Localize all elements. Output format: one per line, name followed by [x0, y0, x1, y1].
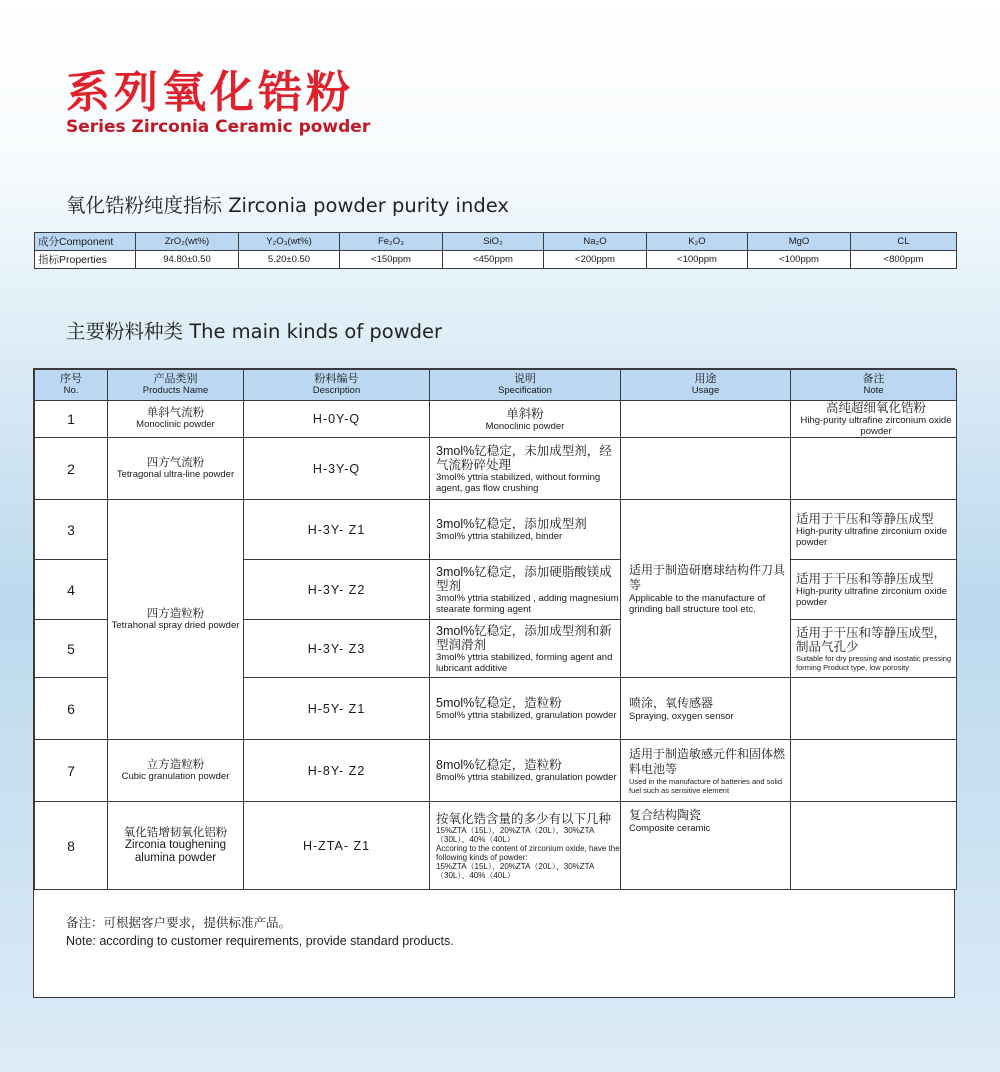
purity-row-label: 成分Component: [35, 233, 136, 251]
note: 适用于干压和等静压成型，制品气孔少 Suitable for dry pressing and isostatic pressing forming Product type, low porosity: [791, 620, 957, 678]
purity-value: <450ppm: [443, 251, 544, 269]
table-row: [35, 438, 957, 500]
powder-code: H-8Y- Z2: [244, 740, 430, 802]
purity-component: Na₂O: [544, 233, 647, 251]
usage: 复合结构陶瓷 Composite ceramic: [621, 802, 791, 890]
purity-row-label: 指标Properties: [35, 251, 136, 269]
specification: 3mol%钇稳定，添加成型剂 3mol% yttria stabilized, binder: [430, 500, 621, 560]
usage: [621, 438, 791, 500]
note: 适用于干压和等静压成型 High-purity ultrafine zirconium oxide powder: [791, 560, 957, 620]
purity-header-row: [35, 233, 957, 251]
note: [791, 438, 957, 500]
row-number: 2: [35, 438, 108, 500]
purity-component: ZrO₂(wt%): [136, 233, 239, 251]
header-note: 备注 Note: [791, 370, 957, 401]
note: [791, 802, 957, 890]
specification: 按氧化锆含量的多少有以下几种 15%ZTA（15L）、20%ZTA（20L）、30%ZTA（30L）、40%（40L） Accoring to the content of zirconium oxide, have the following kinds of powder: 15%ZTA（15L）、20%ZTA（20L）、30%ZTA（30L）、40%（40L）: [430, 802, 621, 890]
row-number: 1: [35, 401, 108, 438]
powder-code: H-5Y- Z1: [244, 678, 430, 740]
kinds-table: [34, 369, 957, 890]
purity-component: Fe₂O₃: [340, 233, 443, 251]
purity-value: <800ppm: [851, 251, 957, 269]
specification: 3mol%钇稳定，未加成型剂，经气流粉碎处理 3mol% yttria stabilized, without forming agent, gas flow crushing: [430, 438, 621, 500]
purity-value-row: [35, 251, 957, 269]
purity-value: 94.80±0.50: [136, 251, 239, 269]
purity-component: CL: [851, 233, 957, 251]
purity-value: <100ppm: [748, 251, 851, 269]
purity-section-title: 氧化锆粉纯度指标 Zirconia powder purity index: [66, 194, 509, 217]
powder-code: H-3Y-Q: [244, 438, 430, 500]
usage: 适用于制造研磨球结构件刀具等 Applicable to the manufacture of grinding ball structure tool etc.: [621, 500, 791, 678]
header-code: 粉料编号 Description: [244, 370, 430, 401]
purity-value: <150ppm: [340, 251, 443, 269]
specification: 3mol%钇稳定，添加成型剂和新型润滑剂 3mol% yttria stabilized, forming agent and lubricant additive: [430, 620, 621, 678]
footnote-en: Note: according to customer requirements, provide standard products.: [66, 934, 454, 948]
header-usage: 用途 Usage: [621, 370, 791, 401]
table-row: [35, 802, 957, 890]
specification: 3mol%钇稳定，添加硬脂酸镁成型剂 3mol% yttria stabilized , adding magnesium stearate forming agent: [430, 560, 621, 620]
product-name: 四方气流粉 Tetragonal ultra-line powder: [108, 438, 244, 500]
row-number: 3: [35, 500, 108, 560]
table-row: [35, 401, 957, 438]
product-name: 四方造粒粉 Tetrahonal spray dried powder: [108, 500, 244, 740]
purity-component: SiO₂: [443, 233, 544, 251]
row-number: 6: [35, 678, 108, 740]
specification: 单斜粉 Monoclinic powder: [430, 401, 621, 438]
product-name: 氧化锆增韧氧化铝粉 Zirconia toughening alumina powder: [108, 802, 244, 890]
page-title: 系列氧化锆粉: [66, 67, 354, 118]
table-row: [35, 740, 957, 802]
footnote-cn: 备注：可根据客户要求，提供标准产品。: [66, 915, 292, 930]
purity-value: 5.20±0.50: [239, 251, 340, 269]
usage: 喷涂，氧传感器 Spraying, oxygen sensor: [621, 678, 791, 740]
header-spec: 说明 Specification: [430, 370, 621, 401]
header-name: 产品类别 Products Name: [108, 370, 244, 401]
purity-component: Y₂O₃(wt%): [239, 233, 340, 251]
row-number: 4: [35, 560, 108, 620]
powder-code: H-ZTA- Z1: [244, 802, 430, 890]
purity-table: [34, 232, 957, 269]
product-name: 立方造粒粉 Cubic granulation powder: [108, 740, 244, 802]
usage: [621, 401, 791, 438]
kinds-section-title: 主要粉料种类 The main kinds of powder: [66, 320, 443, 343]
purity-component: K₂O: [647, 233, 748, 251]
note: [791, 678, 957, 740]
purity-value: <100ppm: [647, 251, 748, 269]
powder-code: H-3Y- Z2: [244, 560, 430, 620]
page-subtitle: Series Zirconia Ceramic powder: [66, 117, 371, 137]
row-number: 7: [35, 740, 108, 802]
note: [791, 740, 957, 802]
usage: 适用于制造敏感元件和固体燃料电池等 Used in the manufacture of batteries and solid fuel such as sensitive element: [621, 740, 791, 802]
product-name: 单斜气流粉 Monoclinic powder: [108, 401, 244, 438]
purity-component: MgO: [748, 233, 851, 251]
row-number: 5: [35, 620, 108, 678]
row-number: 8: [35, 802, 108, 890]
purity-value: <200ppm: [544, 251, 647, 269]
table-row: [35, 500, 957, 560]
kinds-header-row: [35, 370, 957, 401]
powder-code: H-0Y-Q: [244, 401, 430, 438]
specification: 8mol%钇稳定，造粒粉 8mol% yttria stabilized, granulation powder: [430, 740, 621, 802]
note: 高纯超细氧化锆粉 Hihg-purity ultrafine zirconium oxide powder: [791, 401, 957, 438]
note: 适用于干压和等静压成型 High-purity ultrafine zirconium oxide powder: [791, 500, 957, 560]
powder-code: H-3Y- Z1: [244, 500, 430, 560]
specification: 5mol%钇稳定，造粒粉 5mol% yttria stabilized, granulation powder: [430, 678, 621, 740]
header-no: 序号 No.: [35, 370, 108, 401]
powder-code: H-3Y- Z3: [244, 620, 430, 678]
